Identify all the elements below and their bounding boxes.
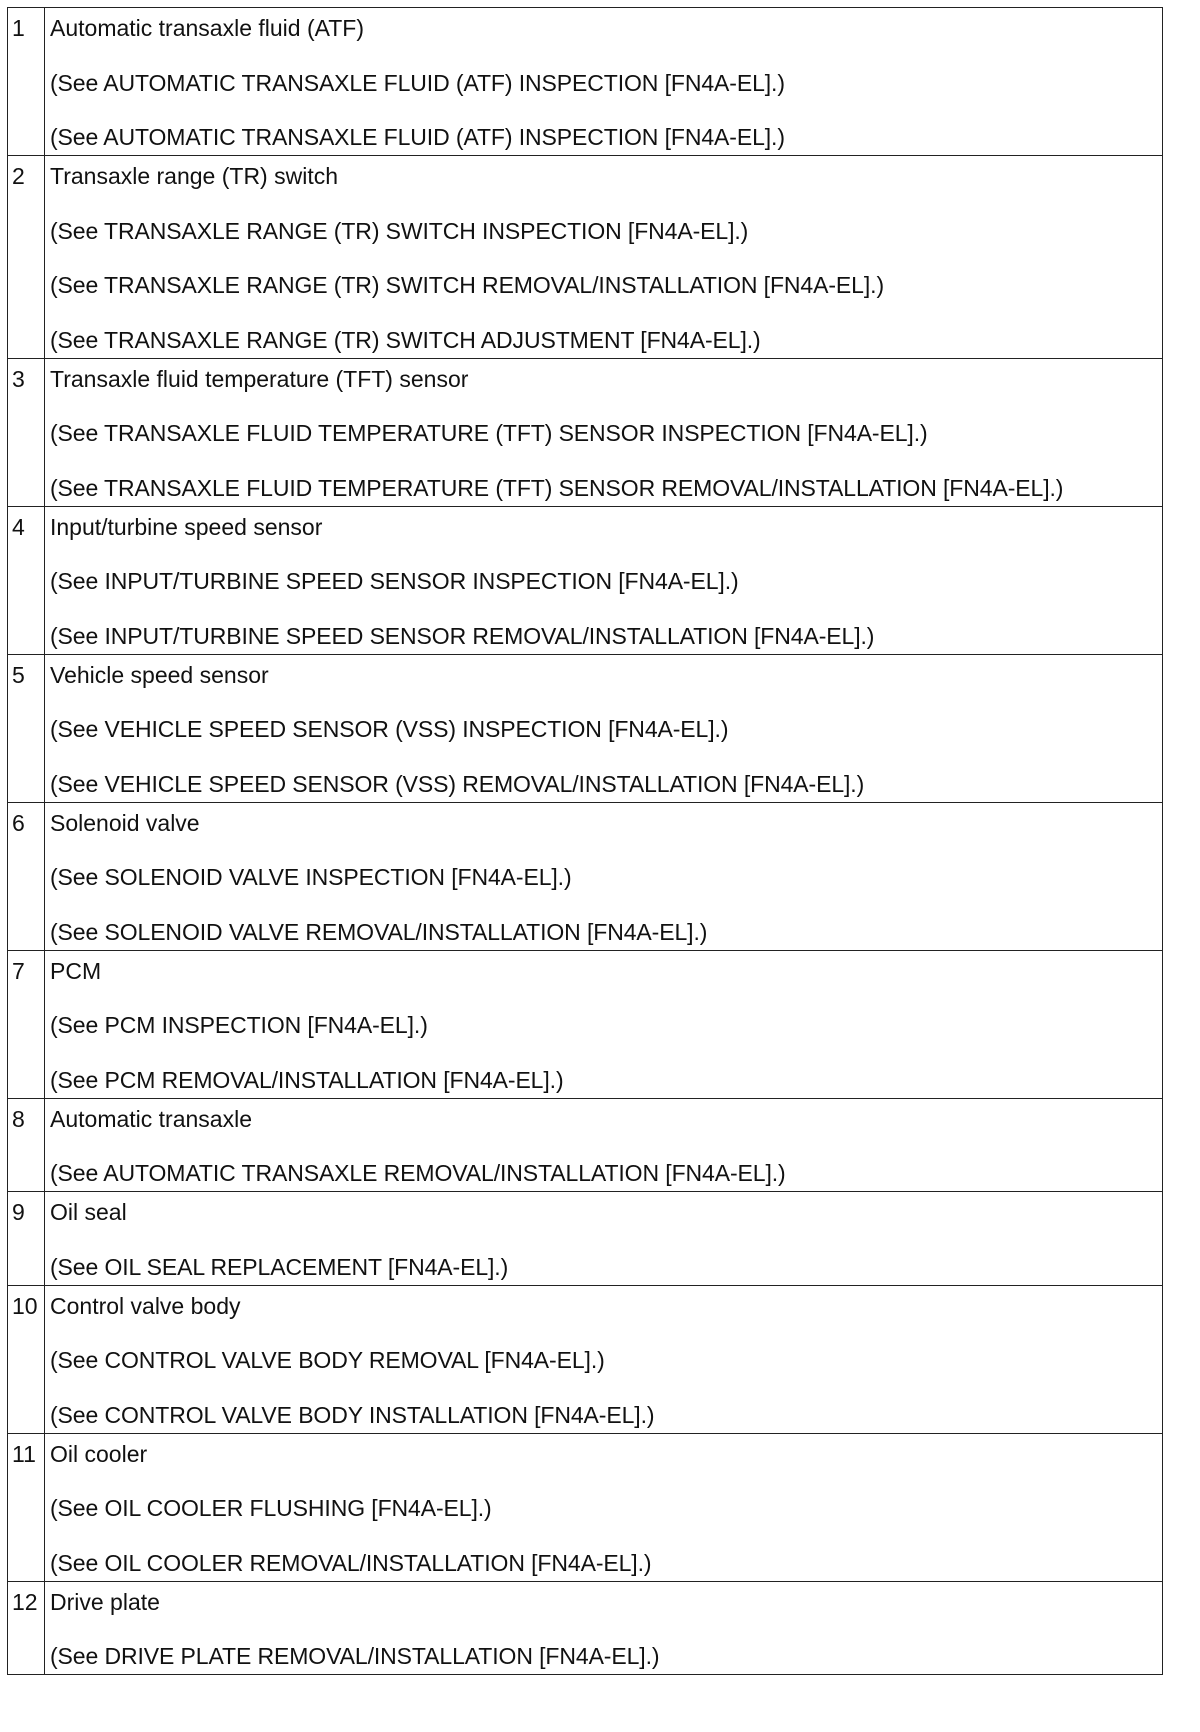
component-reference-table [7,7,1163,1675]
item-number: 9 [8,1192,45,1286]
component-name: Input/turbine speed sensor [50,513,323,540]
item-description-cell [45,1192,1163,1286]
procedure-reference-link[interactable]: (See PCM INSPECTION [FN4A-EL].) [50,1012,428,1038]
table-row [8,1433,1163,1581]
procedure-reference-link[interactable]: (See SOLENOID VALVE INSPECTION [FN4A-EL].) [50,864,572,890]
item-description-cell [45,1581,1163,1675]
procedure-reference-link[interactable]: (See DRIVE PLATE REMOVAL/INSTALLATION [FN4A-EL].) [50,1643,660,1669]
procedure-reference-link[interactable]: (See TRANSAXLE FLUID TEMPERATURE (TFT) SENSOR INSPECTION [FN4A-EL].) [50,420,928,446]
component-name: Control valve body [50,1292,241,1319]
component-name: Drive plate [50,1588,160,1615]
item-description-cell [45,654,1163,802]
item-description-cell [45,156,1163,359]
component-name: PCM [50,957,102,984]
component-name: Solenoid valve [50,809,200,836]
procedure-reference-link[interactable]: (See VEHICLE SPEED SENSOR (VSS) INSPECTION [FN4A-EL].) [50,716,729,742]
item-description-cell [45,950,1163,1098]
table-row [8,950,1163,1098]
item-number: 8 [8,1098,45,1192]
procedure-reference-link[interactable]: (See OIL COOLER REMOVAL/INSTALLATION [FN4A-EL].) [50,1549,652,1576]
procedure-reference-link[interactable]: (See CONTROL VALVE BODY INSTALLATION [FN4A-EL].) [50,1401,655,1428]
item-number: 7 [8,950,45,1098]
procedure-reference-link[interactable]: (See PCM REMOVAL/INSTALLATION [FN4A-EL].) [50,1066,564,1093]
parts-table-container [7,7,1162,1675]
table-row [8,506,1163,654]
item-description-cell [45,1098,1163,1192]
component-name: Transaxle range (TR) switch [50,163,339,189]
table-row [8,802,1163,950]
table-row [8,1192,1163,1286]
procedure-reference-link[interactable]: (See OIL COOLER FLUSHING [FN4A-EL].) [50,1495,492,1521]
component-name: Oil cooler [50,1440,148,1467]
table-row [8,1285,1163,1433]
table-body [8,8,1163,1675]
table-row [8,8,1163,156]
item-number: 12 [8,1581,45,1675]
item-number: 5 [8,654,45,802]
table-row [8,1098,1163,1192]
procedure-reference-link[interactable]: (See TRANSAXLE RANGE (TR) SWITCH INSPECTION [FN4A-EL].) [50,217,749,244]
component-name: Vehicle speed sensor [50,661,269,688]
procedure-reference-link[interactable]: (See TRANSAXLE RANGE (TR) SWITCH ADJUSTMENT [FN4A-EL].) [50,326,761,353]
component-name: Automatic transaxle [50,1105,252,1132]
item-number: 4 [8,506,45,654]
item-description-cell [45,1285,1163,1433]
item-number: 10 [8,1285,45,1433]
component-name: Oil seal [50,1199,127,1225]
table-row [8,358,1163,506]
item-number: 3 [8,358,45,506]
procedure-reference-link[interactable]: (See OIL SEAL REPLACEMENT [FN4A-EL].) [50,1253,509,1280]
component-name: Transaxle fluid temperature (TFT) sensor [50,365,469,392]
table-row [8,1581,1163,1675]
procedure-reference-link[interactable]: (See INPUT/TURBINE SPEED SENSOR REMOVAL/INSTALLATION [FN4A-EL].) [50,622,875,649]
item-number: 11 [8,1433,45,1581]
procedure-reference-link[interactable]: (See VEHICLE SPEED SENSOR (VSS) REMOVAL/INSTALLATION [FN4A-EL].) [50,770,865,797]
item-number: 1 [8,8,45,156]
procedure-reference-link[interactable]: (See CONTROL VALVE BODY REMOVAL [FN4A-EL].) [50,1347,605,1373]
procedure-reference-link[interactable]: (See AUTOMATIC TRANSAXLE FLUID (ATF) INSPECTION [FN4A-EL].) [50,69,785,96]
item-description-cell [45,802,1163,950]
procedure-reference-link[interactable]: (See AUTOMATIC TRANSAXLE FLUID (ATF) INSPECTION [FN4A-EL].) [50,124,785,150]
item-description-cell [45,1433,1163,1581]
procedure-reference-link[interactable]: (See SOLENOID VALVE REMOVAL/INSTALLATION [FN4A-EL].) [50,918,708,945]
component-name: Automatic transaxle fluid (ATF) [50,15,365,41]
item-description-cell [45,358,1163,506]
item-description-cell [45,506,1163,654]
item-number: 6 [8,802,45,950]
item-description-cell [45,8,1163,156]
table-row [8,654,1163,802]
table-row [8,156,1163,359]
procedure-reference-link[interactable]: (See AUTOMATIC TRANSAXLE REMOVAL/INSTALLATION [FN4A-EL].) [50,1160,786,1186]
procedure-reference-link[interactable]: (See TRANSAXLE RANGE (TR) SWITCH REMOVAL/INSTALLATION [FN4A-EL].) [50,272,885,298]
procedure-reference-link[interactable]: (See TRANSAXLE FLUID TEMPERATURE (TFT) SENSOR REMOVAL/INSTALLATION [FN4A-EL].) [50,474,1064,501]
item-number: 2 [8,156,45,359]
procedure-reference-link[interactable]: (See INPUT/TURBINE SPEED SENSOR INSPECTION [FN4A-EL].) [50,568,739,594]
